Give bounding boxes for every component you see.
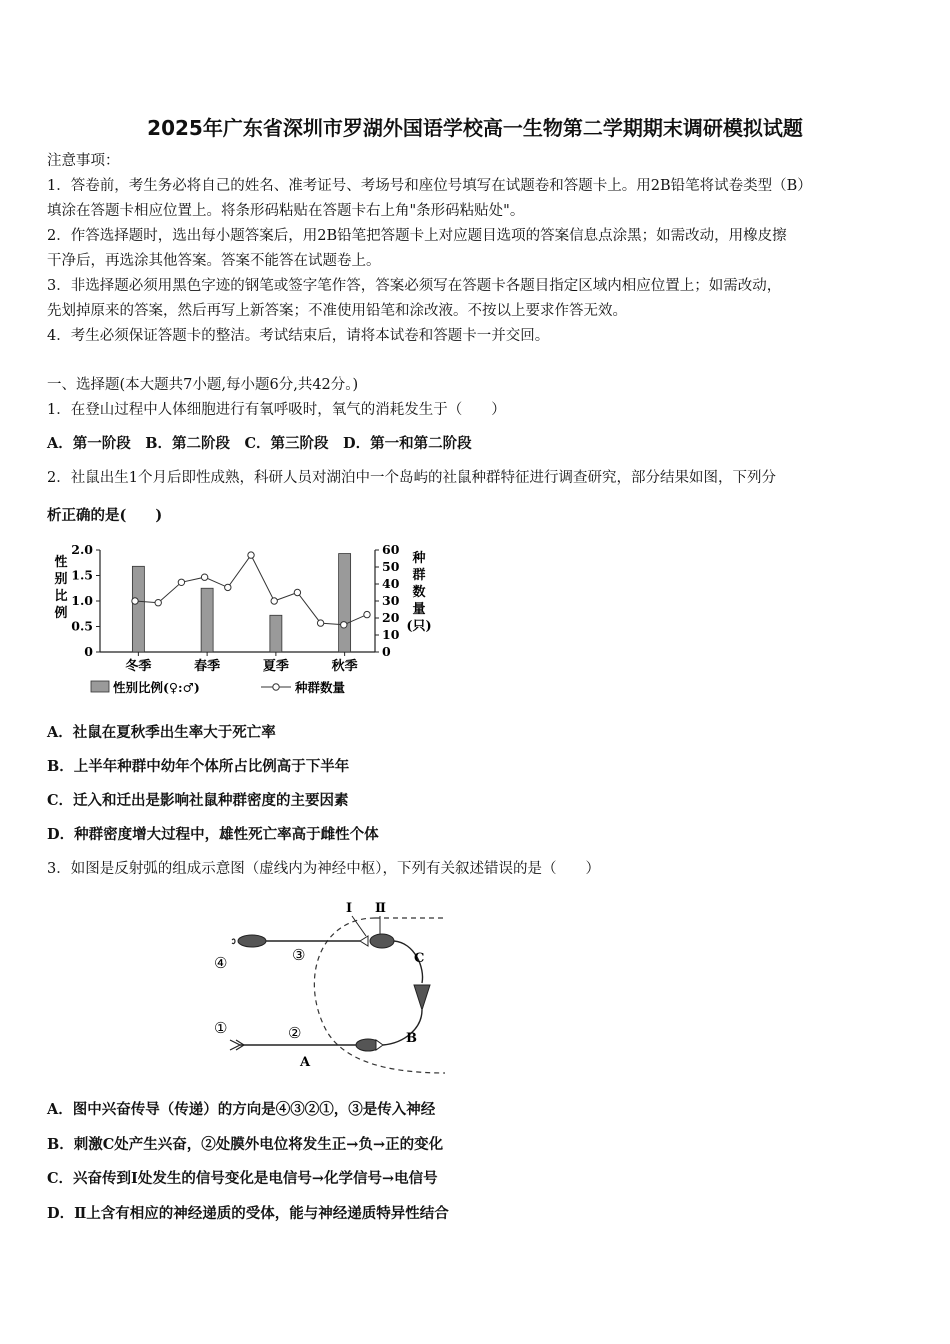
left-tick-label: 1.5 <box>71 567 93 583</box>
notice-line: 4．考生必须保证答题卡的整洁。考试结束后，请将本试卷和答题卡一并交回。 <box>47 328 550 344</box>
q2-option-d: D．种群密度增大过程中，雄性死亡率高于雌性个体 <box>47 826 379 843</box>
left-tick-label: 2.0 <box>71 542 93 557</box>
axis-label-char: 别 <box>54 572 68 587</box>
interneuron-body <box>370 934 394 948</box>
q3-option-b: B．刺激C处产生兴奋，②处膜外电位将发生正→负→正的变化 <box>47 1136 444 1153</box>
left-tick-label: 0 <box>84 644 93 659</box>
population-point <box>201 574 207 580</box>
right-tick-label: 60 <box>382 542 400 557</box>
label-I: I <box>346 901 353 916</box>
category-label: 春季 <box>194 659 221 674</box>
left-axis-label <box>53 554 67 621</box>
q2-stem: 析正确的是( ) <box>47 507 163 524</box>
axis-label-char: 性 <box>54 555 68 570</box>
q1-stem: 1．在登山过程中人体细胞进行有氧呼吸时，氧气的消耗发生于（ ） <box>47 402 506 418</box>
q2-option-a: A．社鼠在夏秋季出生率大于死亡率 <box>47 724 276 741</box>
label-1: ① <box>214 1019 228 1037</box>
synapse-terminal-top <box>360 936 368 946</box>
category-label: 夏季 <box>262 659 289 674</box>
label-4: ④ <box>214 954 228 972</box>
label-B: B <box>406 1031 417 1046</box>
population-point <box>132 598 138 604</box>
population-point <box>294 589 300 595</box>
notice-line: 先划掉原来的答案，然后再写上新答案；不准使用铅笔和涂改液。不按以上要求作答无效。 <box>47 303 627 319</box>
legend-bar-swatch <box>91 681 109 692</box>
section-heading: 一、选择题(本大题共7小题,每小题6分,共42分。) <box>47 377 359 393</box>
q2-option-b: B．上半年种群中幼年个体所占比例高于下半年 <box>47 758 350 775</box>
label-II: Ⅱ <box>375 901 386 916</box>
axis-label-char: 例 <box>54 606 68 621</box>
right-tick-label: 40 <box>382 576 400 591</box>
category-label: 秋季 <box>331 659 358 674</box>
left-tick-label: 1.0 <box>71 593 93 608</box>
left-tick-label: 0.5 <box>71 618 93 634</box>
sensory-neuron-body <box>414 985 430 1010</box>
axis-label-char: 数 <box>412 585 426 600</box>
right-tick-label: 50 <box>382 559 400 574</box>
page-title: 2025年广东省深圳市罗湖外国语学校高一生物第二学期期末调研模拟试题 <box>147 116 803 140</box>
neuron-body-top-left <box>238 935 266 947</box>
bar-sex-ratio <box>132 566 144 652</box>
synapse-terminal-bottom <box>376 1040 383 1050</box>
axis-label-char: 群 <box>412 568 426 583</box>
label-2: ② <box>288 1024 302 1042</box>
right-axis-label <box>406 550 431 634</box>
population-point <box>248 552 254 558</box>
population-point <box>155 600 161 606</box>
population-line <box>135 555 367 625</box>
label-3: ③ <box>292 946 306 964</box>
right-tick-label: 20 <box>382 610 400 625</box>
q3-stem: 3．如图是反射弧的组成示意图（虚线内为神经中枢），下列有关叙述错误的是（ ） <box>47 861 600 877</box>
population-point <box>364 611 370 617</box>
legend-line-label: 种群数量 <box>295 680 346 695</box>
population-point <box>178 579 184 585</box>
label-A: A <box>300 1055 311 1070</box>
q1-options: A．第一阶段 B．第二阶段 C．第三阶段 D．第一和第二阶段 <box>47 435 472 452</box>
axis-label-unit: (只) <box>406 619 432 634</box>
right-tick-label: 0 <box>382 644 391 659</box>
population-point <box>271 598 277 604</box>
q3-option-c: C．兴奋传到Ⅰ处发生的信号变化是电信号→化学信号→电信号 <box>47 1170 438 1187</box>
legend-bar-label: 性别比例(♀:♂) <box>113 680 200 695</box>
bar-sex-ratio <box>201 588 213 652</box>
axis-label-char: 量 <box>412 602 426 617</box>
effector-endings <box>232 939 235 944</box>
category-label: 冬季 <box>125 659 152 674</box>
notice-line: 填涂在答题卡相应位置上。将条形码粘贴在答题卡右上角"条形码粘贴处"。 <box>47 203 525 219</box>
right-tick-label: 10 <box>382 627 400 642</box>
notice-line: 2．作答选择题时，选出每小题答案后，用2B铅笔把答题卡上对应题目选项的答案信息点涂黑；如需改动，用橡皮擦 <box>47 228 787 244</box>
q3-option-a: A．图中兴奋传导（传递）的方向是④③②①，③是传入神经 <box>47 1101 436 1118</box>
population-chart <box>47 538 442 700</box>
bar-sex-ratio <box>270 615 282 652</box>
notice-heading: 注意事项： <box>47 153 120 169</box>
axis-label-char: 比 <box>54 589 68 604</box>
bar-sex-ratio <box>339 554 351 652</box>
right-tick-label: 30 <box>382 593 400 608</box>
notice-line: 1．答卷前，考生务必将自己的姓名、准考证号、考场号和座位号填写在试题卷和答题卡上。用2B铅笔将试卷类型（B） <box>47 178 812 194</box>
q3-option-d: D．Ⅱ上含有相应的神经递质的受体，能与神经递质特异性结合 <box>47 1205 449 1222</box>
reflex-arc-diagram <box>200 888 445 1078</box>
population-point <box>341 622 347 628</box>
label-C: C <box>414 951 425 966</box>
population-point <box>317 620 323 626</box>
q2-option-c: C．迁入和迁出是影响社鼠种群密度的主要因素 <box>47 792 349 809</box>
legend-line-marker <box>273 684 279 690</box>
notice-line: 3．非选择题必须用黑色字迹的钢笔或签字笔作答，答案必须写在答题卡各题目指定区域内相应位置上；如需改动， <box>47 278 782 294</box>
axis-label-char: 种 <box>412 551 426 566</box>
notice-line: 干净后，再选涂其他答案。答案不能答在试题卷上。 <box>47 253 381 269</box>
q2-stem: 2．社鼠出生1个月后即性成熟，科研人员对湖泊中一个岛屿的社鼠种群特征进行调查研究，部分结果如图，下列分 <box>47 470 776 486</box>
population-point <box>225 584 231 590</box>
